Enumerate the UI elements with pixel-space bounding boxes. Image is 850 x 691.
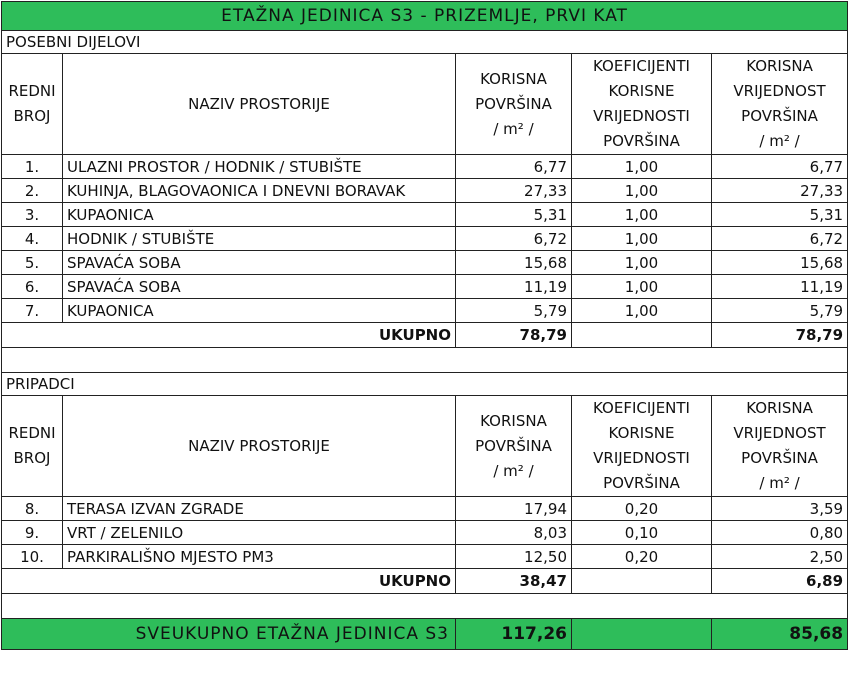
room-name: KUHINJA, BLAGOVAONICA I DNEVNI BORAVAK (63, 179, 456, 203)
room-value: 15,68 (712, 251, 848, 275)
total-area: 38,47 (456, 569, 572, 594)
table-row (2, 521, 848, 545)
table-row (2, 275, 848, 299)
header-naziv: NAZIV PROSTORIJE (63, 396, 456, 497)
header-vrijednost-unit: / m² / (759, 474, 800, 492)
header-redni-broj: REDNI BROJ (2, 54, 63, 155)
room-coefficient: 1,00 (572, 155, 712, 179)
table-row (2, 179, 848, 203)
room-name: TERASA IZVAN ZGRADE (63, 497, 456, 521)
row-number: 5. (2, 251, 63, 275)
grand-total-area: 117,26 (456, 619, 572, 650)
room-name: SPAVAĆA SOBA (63, 275, 456, 299)
room-value: 6,77 (712, 155, 848, 179)
room-value: 27,33 (712, 179, 848, 203)
room-value: 0,80 (712, 521, 848, 545)
header-korisna-text: KORISNA POVRŠINA (475, 411, 552, 455)
section-label-posebni: POSEBNI DIJELOVI (2, 31, 848, 54)
room-area: 5,31 (456, 203, 572, 227)
row-number: 2. (2, 179, 63, 203)
room-name: SPAVAĆA SOBA (63, 251, 456, 275)
header-redni-broj: REDNI BROJ (2, 396, 63, 497)
grand-total-row (2, 619, 848, 650)
header-vrijednost-unit: / m² / (759, 132, 800, 150)
header-korisna-text: KORISNA POVRŠINA (475, 69, 552, 113)
total-area: 78,79 (456, 323, 572, 348)
room-area: 6,72 (456, 227, 572, 251)
row-number: 7. (2, 299, 63, 323)
header-vrijednost (712, 54, 848, 155)
room-coefficient: 1,00 (572, 251, 712, 275)
room-name: PARKIRALIŠNO MJESTO PM3 (63, 545, 456, 569)
room-value: 5,31 (712, 203, 848, 227)
row-number: 4. (2, 227, 63, 251)
section-label-pripadci: PRIPADCI (2, 373, 848, 396)
room-coefficient: 1,00 (572, 275, 712, 299)
room-value: 3,59 (712, 497, 848, 521)
header-vrijednost-text: KORISNA VRIJEDNOST POVRŠINA (733, 57, 826, 125)
section-row-posebni (2, 31, 848, 54)
blank-cell (2, 594, 848, 619)
header-row-pripadci (2, 396, 848, 497)
table-row (2, 155, 848, 179)
table-row (2, 227, 848, 251)
grand-total-value: 85,68 (712, 619, 848, 650)
header-korisna-povrsina (456, 396, 572, 497)
room-name: HODNIK / STUBIŠTE (63, 227, 456, 251)
room-coefficient: 1,00 (572, 179, 712, 203)
total-row-posebni (2, 323, 848, 348)
row-number: 1. (2, 155, 63, 179)
header-koeficijenti: KOEFICIJENTI KORISNE VRIJEDNOSTI POVRŠINA (572, 396, 712, 497)
room-coefficient: 1,00 (572, 227, 712, 251)
room-value: 11,19 (712, 275, 848, 299)
table-row (2, 497, 848, 521)
grand-total-coefficient-empty (572, 619, 712, 650)
room-area: 6,77 (456, 155, 572, 179)
header-vrijednost-text: KORISNA VRIJEDNOST POVRŠINA (733, 399, 826, 467)
total-coefficient-empty (572, 323, 712, 348)
row-number: 9. (2, 521, 63, 545)
room-area: 15,68 (456, 251, 572, 275)
grand-total-label: SVEUKUPNO ETAŽNA JEDINICA S3 (2, 619, 456, 650)
total-label: UKUPNO (2, 323, 456, 348)
header-korisna-unit: / m² / (493, 461, 534, 480)
room-coefficient: 1,00 (572, 203, 712, 227)
table-row (2, 203, 848, 227)
header-korisna-unit: / m² / (493, 119, 534, 138)
total-coefficient-empty (572, 569, 712, 594)
room-value: 2,50 (712, 545, 848, 569)
total-value: 6,89 (712, 569, 848, 594)
header-koeficijenti: KOEFICIJENTI KORISNE VRIJEDNOSTI POVRŠINA (572, 54, 712, 155)
area-table (1, 1, 848, 650)
room-value: 6,72 (712, 227, 848, 251)
header-row-posebni (2, 54, 848, 155)
room-value: 5,79 (712, 299, 848, 323)
room-area: 8,03 (456, 521, 572, 545)
row-number: 8. (2, 497, 63, 521)
room-area: 5,79 (456, 299, 572, 323)
total-row-pripadci (2, 569, 848, 594)
table-row (2, 299, 848, 323)
room-name: VRT / ZELENILO (63, 521, 456, 545)
total-label: UKUPNO (2, 569, 456, 594)
row-number: 10. (2, 545, 63, 569)
row-number: 3. (2, 203, 63, 227)
row-number: 6. (2, 275, 63, 299)
table-row (2, 545, 848, 569)
room-coefficient: 0,20 (572, 545, 712, 569)
header-naziv: NAZIV PROSTORIJE (63, 54, 456, 155)
table-title: ETAŽNA JEDINICA S3 - PRIZEMLJE, PRVI KAT (2, 2, 848, 31)
room-name: KUPAONICA (63, 299, 456, 323)
room-area: 27,33 (456, 179, 572, 203)
room-name: KUPAONICA (63, 203, 456, 227)
header-vrijednost (712, 396, 848, 497)
area-table-sheet (1, 1, 849, 689)
room-area: 12,50 (456, 545, 572, 569)
title-row (2, 2, 848, 31)
blank-row (2, 594, 848, 619)
room-area: 11,19 (456, 275, 572, 299)
room-coefficient: 0,10 (572, 521, 712, 545)
blank-cell (2, 348, 848, 373)
table-row (2, 251, 848, 275)
total-value: 78,79 (712, 323, 848, 348)
room-coefficient: 1,00 (572, 299, 712, 323)
section-row-pripadci (2, 373, 848, 396)
header-korisna-povrsina (456, 54, 572, 155)
room-coefficient: 0,20 (572, 497, 712, 521)
room-name: ULAZNI PROSTOR / HODNIK / STUBIŠTE (63, 155, 456, 179)
room-area: 17,94 (456, 497, 572, 521)
blank-row (2, 348, 848, 373)
